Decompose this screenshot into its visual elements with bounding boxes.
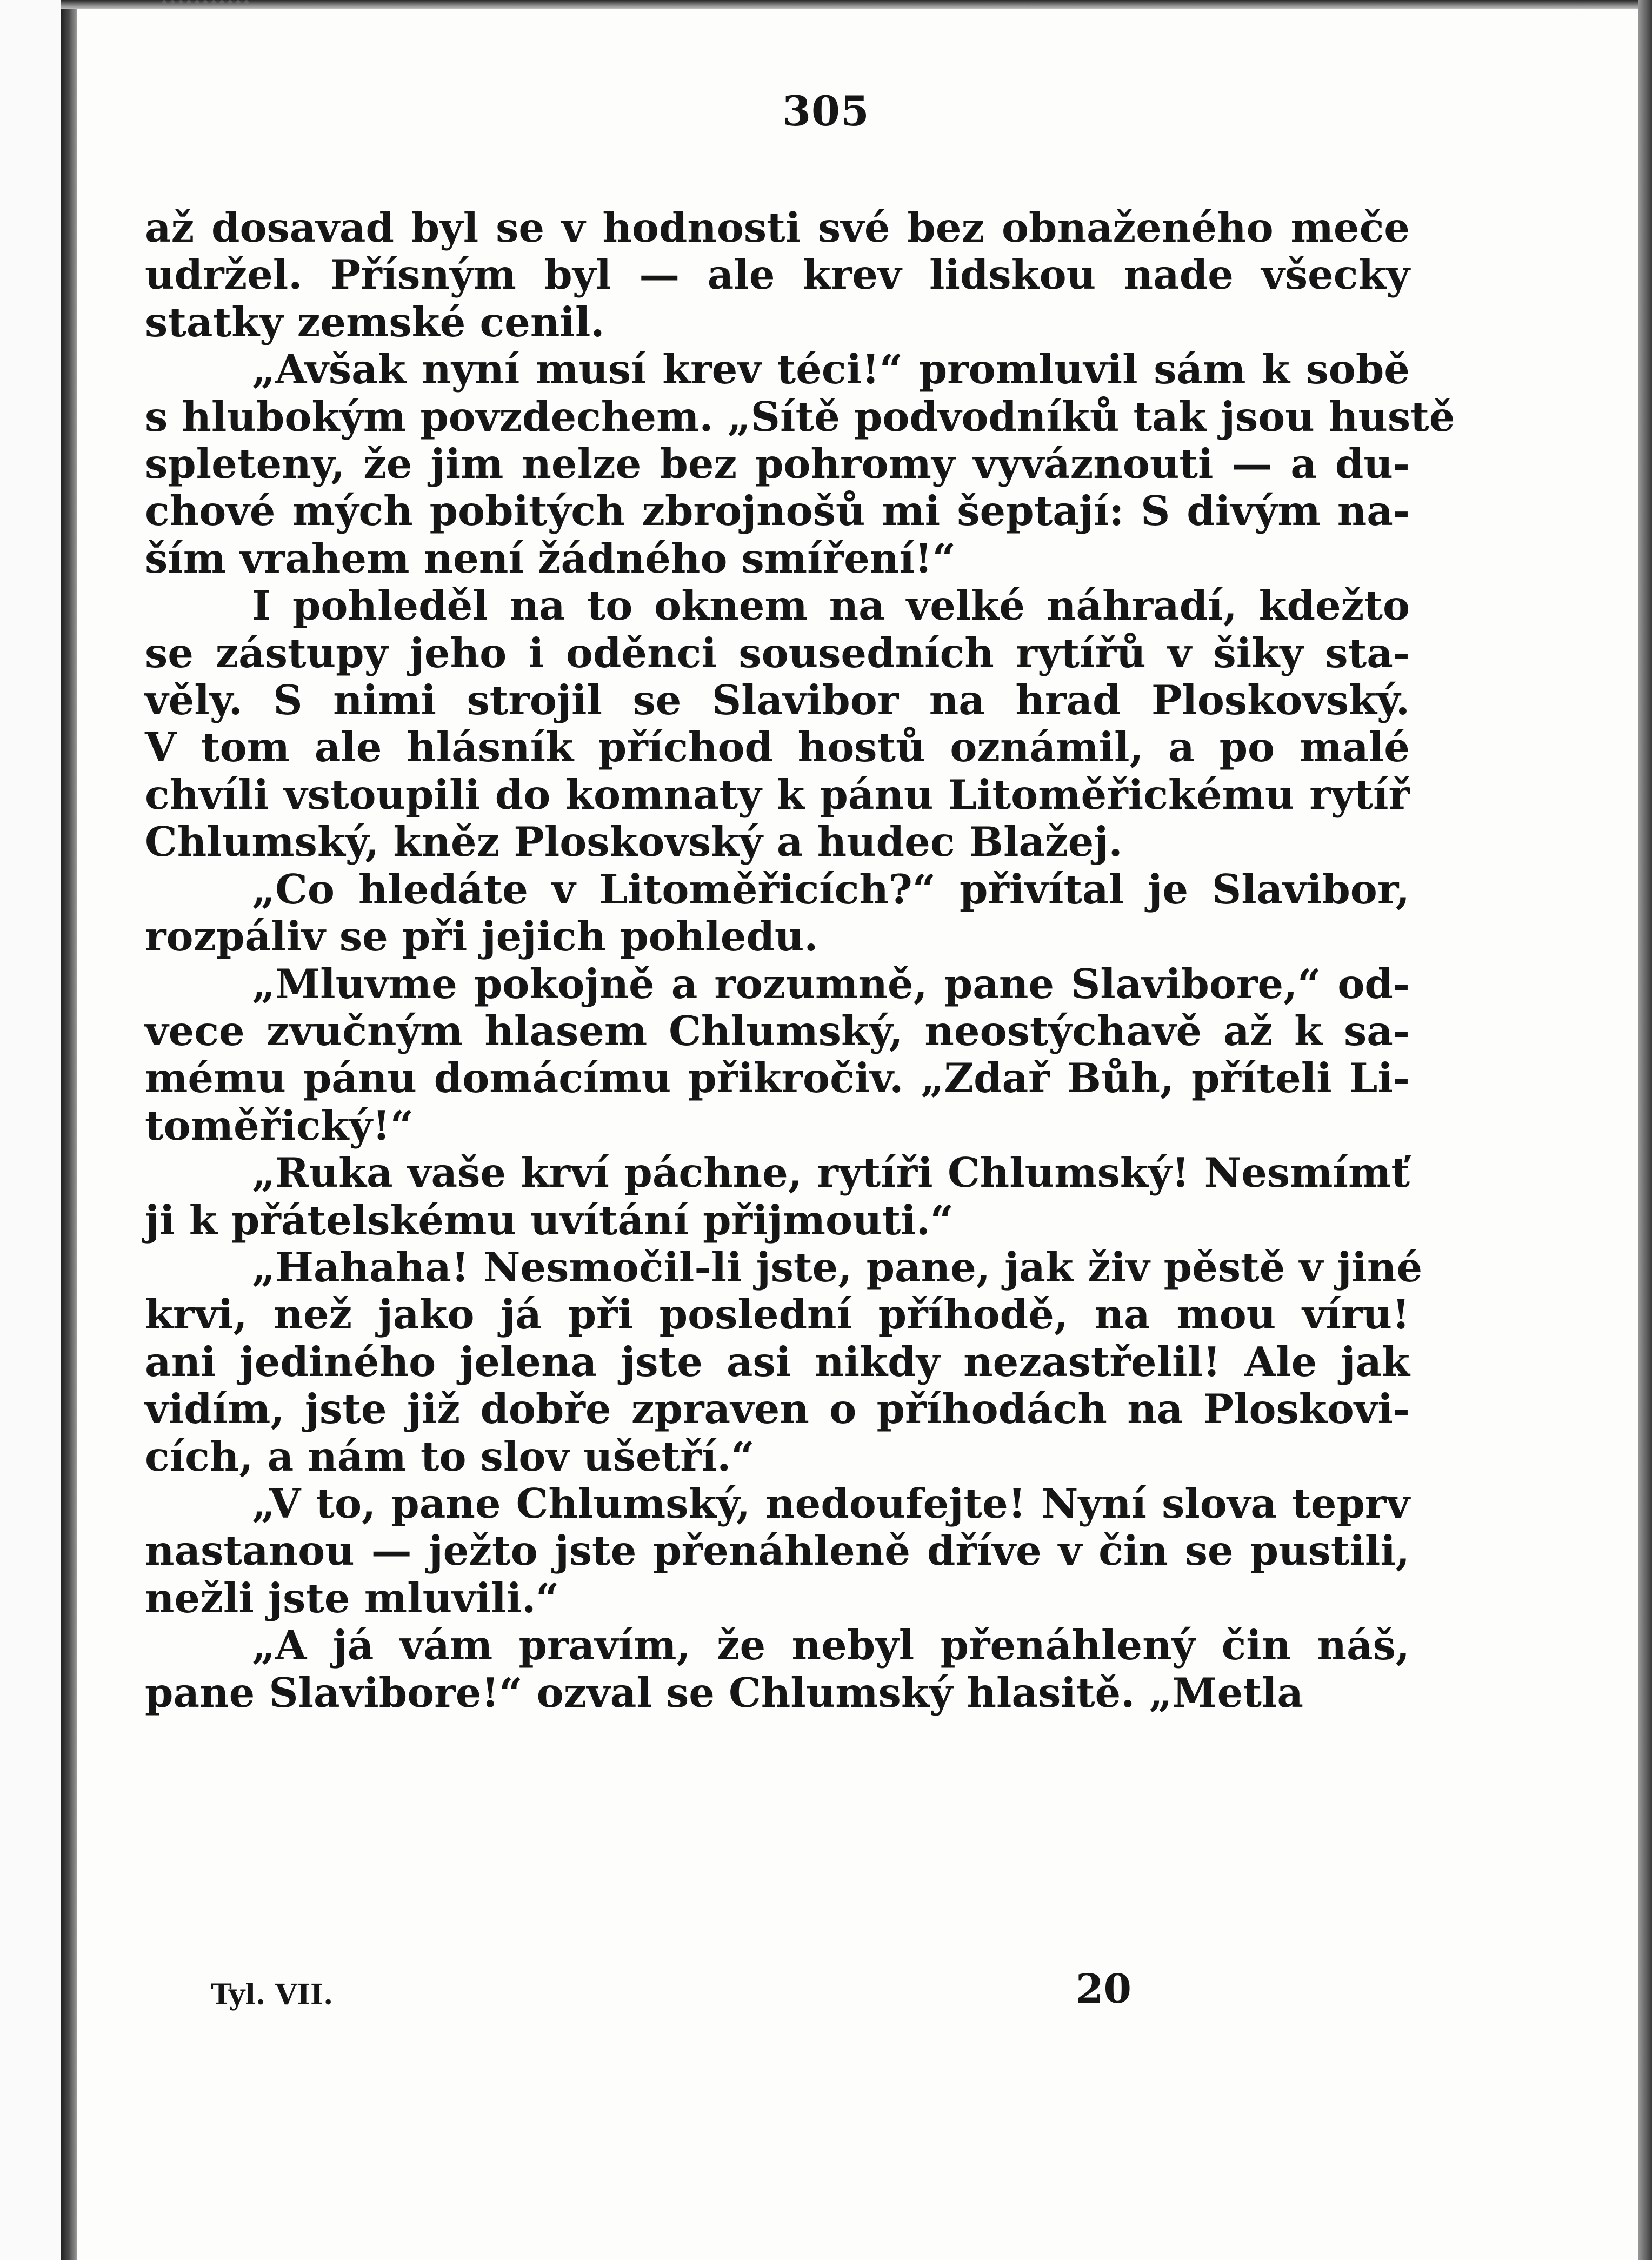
text-line: až dosavad byl se v hodnosti své bez obnaženého meče: [145, 204, 1410, 251]
text-line: „V to, pane Chlumský, nedoufejte! Nyní slova teprv: [252, 1479, 1410, 1527]
text-line: „Co hledáte v Litoměřicích?“ přivítal je Slavibor,: [252, 865, 1410, 913]
page-edge-left: [61, 0, 77, 2260]
paragraph: [145, 345, 1455, 582]
text-line: rozpáliv se při jejich pohledu.: [145, 913, 818, 961]
text-line: krvi, než jako já při poslední příhodě, na mou víru!: [145, 1291, 1410, 1339]
paragraph: [145, 866, 1410, 961]
gathering-number: 20: [1076, 1966, 1131, 2012]
text-line: statky zemské cenil.: [145, 298, 605, 346]
paragraph: [145, 204, 1410, 346]
paragraph: [145, 1243, 1423, 1480]
paragraph: [145, 1149, 1410, 1244]
text-line: udržel. Přísným byl — ale krev lidskou nade všecky: [145, 251, 1410, 299]
text-line: „Avšak nyní musí krev téci!“ promluvil sám k sobě: [252, 345, 1410, 394]
text-line: „Hahaha! Nesmočil-li jste, pane, jak živ pěstě v jiné: [252, 1243, 1423, 1291]
text-line: nastanou — ježto jste přenáhleně dříve v čin se pustili,: [145, 1527, 1410, 1575]
text-line: toměřický!“: [145, 1101, 414, 1149]
text-line: cích, a nám to slov ušetří.“: [145, 1432, 755, 1480]
paragraph: [145, 1480, 1410, 1622]
text-line: „Mluvme pokojně a rozumně, pane Slavibore,“ od-: [252, 960, 1410, 1008]
text-line: „Ruka vaše krví páchne, rytíři Chlumský! Nesmímť: [252, 1149, 1410, 1197]
text-line: se zástupy jeho i oděnci sousedních rytířů v šiky sta-: [145, 629, 1410, 677]
text-line: mému pánu domácímu přikročiv. „Zdař Bůh, příteli Li-: [145, 1054, 1410, 1102]
scan-margin: [0, 0, 61, 2260]
paragraph: [145, 582, 1410, 866]
page-number: 305: [782, 87, 870, 135]
text-line: „A já vám pravím, že nebyl přenáhlený čin náš,: [252, 1621, 1410, 1670]
text-line: ani jediného jelena jste asi nikdy nezastřelil! Ale jak: [145, 1338, 1410, 1386]
text-line: Chlumský, kněz Ploskovský a hudec Blažej.: [145, 818, 1123, 866]
text-line: ším vrahem není žádného smíření!“: [145, 534, 956, 582]
text-line: věly. S nimi strojil se Slavibor na hrad Ploskovský.: [145, 676, 1410, 724]
text-line: spleteny, že jim nelze bez pohromy vyváznouti — a du-: [145, 440, 1410, 488]
scan-speckle: [162, 0, 249, 26]
text-line: vece zvučným hlasem Chlumský, neostýchavě až k sa-: [145, 1007, 1410, 1055]
text-line: ji k přátelskému uvítání přijmouti.“: [145, 1196, 954, 1244]
page-edge-top: [61, 0, 1652, 9]
paragraph: [145, 961, 1410, 1150]
page-edge-right: [1638, 0, 1652, 2260]
text-line: V tom ale hlásník příchod hostů oznámil, a po malé: [145, 723, 1410, 772]
text-line: vidím, jste již dobře zpraven o příhodách na Ploskovi-: [145, 1385, 1410, 1433]
text-line: nežli jste mluvili.“: [145, 1574, 559, 1622]
text-line: s hlubokým povzdechem. „Sítě podvodníků tak jsou hustě: [145, 393, 1455, 441]
body-text: [145, 204, 1455, 1717]
text-line: I pohleděl na to oknem na velké náhradí, kdežto: [252, 582, 1410, 630]
printer-signature: Tyl. VII.: [211, 1978, 334, 2011]
text-line: chové mých pobitých zbrojnošů mi šeptají: S divým na-: [145, 487, 1410, 535]
paragraph: [145, 1622, 1410, 1717]
text-line: chvíli vstoupili do komnaty k pánu Litoměřickému rytíř: [145, 770, 1410, 819]
text-line: pane Slavibore!“ ozval se Chlumský hlasitě. „Metla: [145, 1669, 1304, 1717]
